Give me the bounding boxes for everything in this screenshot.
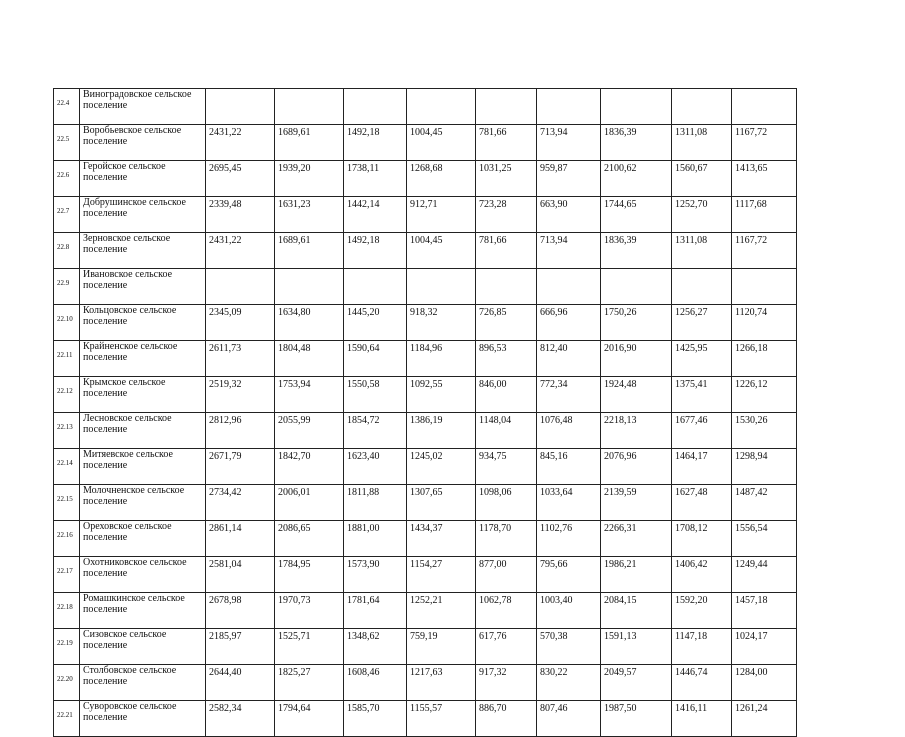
table-row [54, 521, 797, 557]
row-number: 22.18 [54, 593, 80, 629]
value-cell [206, 89, 275, 125]
value-cell: 713,94 [537, 233, 601, 269]
value-cell [476, 89, 537, 125]
value-cell: 1939,20 [275, 161, 344, 197]
value-cell: 1256,27 [672, 305, 732, 341]
value-cell: 1689,61 [275, 125, 344, 161]
value-cell: 1184,96 [407, 341, 476, 377]
value-cell: 1147,18 [672, 629, 732, 665]
settlement-name: Столбовское сельское поселение [80, 665, 206, 701]
value-cell: 2345,09 [206, 305, 275, 341]
table-row [54, 269, 797, 305]
value-cell: 830,22 [537, 665, 601, 701]
value-cell: 918,32 [407, 305, 476, 341]
row-number: 22.7 [54, 197, 80, 233]
value-cell: 1781,64 [344, 593, 407, 629]
value-cell: 1266,18 [732, 341, 797, 377]
row-number: 22.12 [54, 377, 80, 413]
value-cell: 1102,76 [537, 521, 601, 557]
value-cell: 896,53 [476, 341, 537, 377]
value-cell: 1167,72 [732, 125, 797, 161]
table-row [54, 593, 797, 629]
value-cell [601, 89, 672, 125]
value-cell: 1375,41 [672, 377, 732, 413]
value-cell: 663,90 [537, 197, 601, 233]
value-cell: 2266,31 [601, 521, 672, 557]
value-cell: 2812,96 [206, 413, 275, 449]
row-number: 22.19 [54, 629, 80, 665]
value-cell: 1794,64 [275, 701, 344, 737]
value-cell: 1842,70 [275, 449, 344, 485]
value-cell: 1217,63 [407, 665, 476, 701]
value-cell: 1261,24 [732, 701, 797, 737]
row-number: 22.16 [54, 521, 80, 557]
value-cell: 959,87 [537, 161, 601, 197]
value-cell: 1298,94 [732, 449, 797, 485]
value-cell: 1252,21 [407, 593, 476, 629]
value-cell: 1311,08 [672, 233, 732, 269]
value-cell: 1307,65 [407, 485, 476, 521]
value-cell [206, 269, 275, 305]
value-cell: 1457,18 [732, 593, 797, 629]
value-cell: 877,00 [476, 557, 537, 593]
value-cell: 1425,95 [672, 341, 732, 377]
value-cell: 2644,40 [206, 665, 275, 701]
value-cell: 1245,02 [407, 449, 476, 485]
value-cell: 1573,90 [344, 557, 407, 593]
value-cell: 570,38 [537, 629, 601, 665]
settlement-name: Кольцовское сельское поселение [80, 305, 206, 341]
settlement-name: Зерновское сельское поселение [80, 233, 206, 269]
value-cell: 1120,74 [732, 305, 797, 341]
value-cell: 1634,80 [275, 305, 344, 341]
value-cell [537, 269, 601, 305]
value-cell: 934,75 [476, 449, 537, 485]
value-cell: 1178,70 [476, 521, 537, 557]
table-row [54, 485, 797, 521]
value-cell [672, 269, 732, 305]
value-cell: 1550,58 [344, 377, 407, 413]
value-cell: 1753,94 [275, 377, 344, 413]
settlement-name: Ромашкинское сельское поселение [80, 593, 206, 629]
value-cell: 2100,62 [601, 161, 672, 197]
value-cell [407, 269, 476, 305]
value-cell: 1098,06 [476, 485, 537, 521]
row-number: 22.9 [54, 269, 80, 305]
value-cell: 2218,13 [601, 413, 672, 449]
value-cell: 2431,22 [206, 125, 275, 161]
value-cell: 2076,96 [601, 449, 672, 485]
table-body [54, 89, 797, 737]
table-row [54, 233, 797, 269]
settlement-name: Геройское сельское поселение [80, 161, 206, 197]
value-cell [732, 269, 797, 305]
value-cell: 1464,17 [672, 449, 732, 485]
settlement-name: Ивановское сельское поселение [80, 269, 206, 305]
value-cell: 1804,48 [275, 341, 344, 377]
value-cell: 1024,17 [732, 629, 797, 665]
settlement-name: Молочненское сельское поселение [80, 485, 206, 521]
value-cell [275, 89, 344, 125]
table-row [54, 557, 797, 593]
row-number: 22.8 [54, 233, 80, 269]
value-cell: 1386,19 [407, 413, 476, 449]
table-row [54, 629, 797, 665]
table-row [54, 89, 797, 125]
value-cell: 1487,42 [732, 485, 797, 521]
table-row [54, 665, 797, 701]
value-cell [275, 269, 344, 305]
settlement-name: Воробьевское сельское поселение [80, 125, 206, 161]
value-cell: 1416,11 [672, 701, 732, 737]
value-cell: 2519,32 [206, 377, 275, 413]
settlement-name: Ореховское сельское поселение [80, 521, 206, 557]
row-number: 22.6 [54, 161, 80, 197]
value-cell: 1252,70 [672, 197, 732, 233]
value-cell: 2049,57 [601, 665, 672, 701]
value-cell: 2055,99 [275, 413, 344, 449]
value-cell: 1154,27 [407, 557, 476, 593]
value-cell: 1530,26 [732, 413, 797, 449]
settlement-name: Лесновское сельское поселение [80, 413, 206, 449]
table-row [54, 413, 797, 449]
value-cell: 1708,12 [672, 521, 732, 557]
value-cell: 1525,71 [275, 629, 344, 665]
value-cell: 1811,88 [344, 485, 407, 521]
value-cell: 1970,73 [275, 593, 344, 629]
value-cell: 1348,62 [344, 629, 407, 665]
value-cell [672, 89, 732, 125]
value-cell: 1631,23 [275, 197, 344, 233]
value-cell: 2678,98 [206, 593, 275, 629]
row-number: 22.10 [54, 305, 80, 341]
value-cell: 1627,48 [672, 485, 732, 521]
value-cell: 726,85 [476, 305, 537, 341]
table-row [54, 197, 797, 233]
value-cell: 1608,46 [344, 665, 407, 701]
value-cell: 846,00 [476, 377, 537, 413]
value-cell: 1155,57 [407, 701, 476, 737]
settlement-name: Сизовское сельское поселение [80, 629, 206, 665]
value-cell: 713,94 [537, 125, 601, 161]
row-number: 22.20 [54, 665, 80, 701]
value-cell: 1167,72 [732, 233, 797, 269]
value-cell: 1268,68 [407, 161, 476, 197]
value-cell [476, 269, 537, 305]
value-cell [732, 89, 797, 125]
value-cell: 1854,72 [344, 413, 407, 449]
value-cell: 1492,18 [344, 233, 407, 269]
settlement-name: Митяевское сельское поселение [80, 449, 206, 485]
table-row [54, 305, 797, 341]
value-cell: 1556,54 [732, 521, 797, 557]
value-cell: 1031,25 [476, 161, 537, 197]
value-cell: 759,19 [407, 629, 476, 665]
value-cell: 1560,67 [672, 161, 732, 197]
value-cell: 2339,48 [206, 197, 275, 233]
table-row [54, 161, 797, 197]
settlement-name: Суворовское сельское поселение [80, 701, 206, 737]
value-cell: 1986,21 [601, 557, 672, 593]
value-cell: 807,46 [537, 701, 601, 737]
value-cell: 1924,48 [601, 377, 672, 413]
table-row [54, 341, 797, 377]
value-cell: 795,66 [537, 557, 601, 593]
value-cell: 2084,15 [601, 593, 672, 629]
row-number: 22.13 [54, 413, 80, 449]
value-cell: 1076,48 [537, 413, 601, 449]
value-cell: 1784,95 [275, 557, 344, 593]
value-cell: 1249,44 [732, 557, 797, 593]
value-cell: 1744,65 [601, 197, 672, 233]
value-cell: 2611,73 [206, 341, 275, 377]
value-cell: 1004,45 [407, 125, 476, 161]
value-cell: 1004,45 [407, 233, 476, 269]
value-cell: 2582,34 [206, 701, 275, 737]
value-cell: 1117,68 [732, 197, 797, 233]
value-cell: 1825,27 [275, 665, 344, 701]
value-cell: 1750,26 [601, 305, 672, 341]
value-cell: 2006,01 [275, 485, 344, 521]
value-cell: 1836,39 [601, 125, 672, 161]
value-cell: 1226,12 [732, 377, 797, 413]
table-row [54, 701, 797, 737]
value-cell: 845,16 [537, 449, 601, 485]
value-cell: 1092,55 [407, 377, 476, 413]
value-cell [344, 89, 407, 125]
value-cell: 2734,42 [206, 485, 275, 521]
value-cell: 781,66 [476, 233, 537, 269]
settlement-name: Крайненское сельское поселение [80, 341, 206, 377]
value-cell: 1148,04 [476, 413, 537, 449]
value-cell: 1446,74 [672, 665, 732, 701]
row-number: 22.5 [54, 125, 80, 161]
row-number: 22.11 [54, 341, 80, 377]
value-cell: 1003,40 [537, 593, 601, 629]
value-cell: 1623,40 [344, 449, 407, 485]
value-cell [601, 269, 672, 305]
value-cell: 2861,14 [206, 521, 275, 557]
value-cell: 1689,61 [275, 233, 344, 269]
value-cell: 723,28 [476, 197, 537, 233]
value-cell: 617,76 [476, 629, 537, 665]
value-cell: 2431,22 [206, 233, 275, 269]
value-cell: 2139,59 [601, 485, 672, 521]
value-cell: 1406,42 [672, 557, 732, 593]
settlement-name: Виноградовское сельское поселение [80, 89, 206, 125]
value-cell: 2086,65 [275, 521, 344, 557]
value-cell: 1284,00 [732, 665, 797, 701]
value-cell: 1442,14 [344, 197, 407, 233]
table-row [54, 377, 797, 413]
value-cell: 1987,50 [601, 701, 672, 737]
value-cell: 1881,00 [344, 521, 407, 557]
value-cell: 1445,20 [344, 305, 407, 341]
value-cell: 886,70 [476, 701, 537, 737]
value-cell: 666,96 [537, 305, 601, 341]
value-cell: 2016,90 [601, 341, 672, 377]
settlement-name: Охотниковское сельское поселение [80, 557, 206, 593]
value-cell: 912,71 [407, 197, 476, 233]
row-number: 22.15 [54, 485, 80, 521]
value-cell [344, 269, 407, 305]
value-cell: 1592,20 [672, 593, 732, 629]
value-cell: 781,66 [476, 125, 537, 161]
value-cell: 1311,08 [672, 125, 732, 161]
value-cell: 1434,37 [407, 521, 476, 557]
value-cell: 1492,18 [344, 125, 407, 161]
value-cell: 1062,78 [476, 593, 537, 629]
value-cell: 1591,13 [601, 629, 672, 665]
table-row [54, 449, 797, 485]
value-cell: 2671,79 [206, 449, 275, 485]
value-cell: 1738,11 [344, 161, 407, 197]
row-number: 22.17 [54, 557, 80, 593]
value-cell: 1836,39 [601, 233, 672, 269]
row-number: 22.14 [54, 449, 80, 485]
value-cell: 1677,46 [672, 413, 732, 449]
value-cell [407, 89, 476, 125]
value-cell: 1413,65 [732, 161, 797, 197]
settlement-name: Добрушинское сельское поселение [80, 197, 206, 233]
value-cell: 812,40 [537, 341, 601, 377]
settlement-name: Крымское сельское поселение [80, 377, 206, 413]
value-cell: 2185,97 [206, 629, 275, 665]
value-cell: 772,34 [537, 377, 601, 413]
row-number: 22.4 [54, 89, 80, 125]
value-cell [537, 89, 601, 125]
row-number: 22.21 [54, 701, 80, 737]
value-cell: 2695,45 [206, 161, 275, 197]
value-cell: 1033,64 [537, 485, 601, 521]
value-cell: 1585,70 [344, 701, 407, 737]
value-cell: 2581,04 [206, 557, 275, 593]
value-cell: 1590,64 [344, 341, 407, 377]
table-row [54, 125, 797, 161]
value-cell: 917,32 [476, 665, 537, 701]
